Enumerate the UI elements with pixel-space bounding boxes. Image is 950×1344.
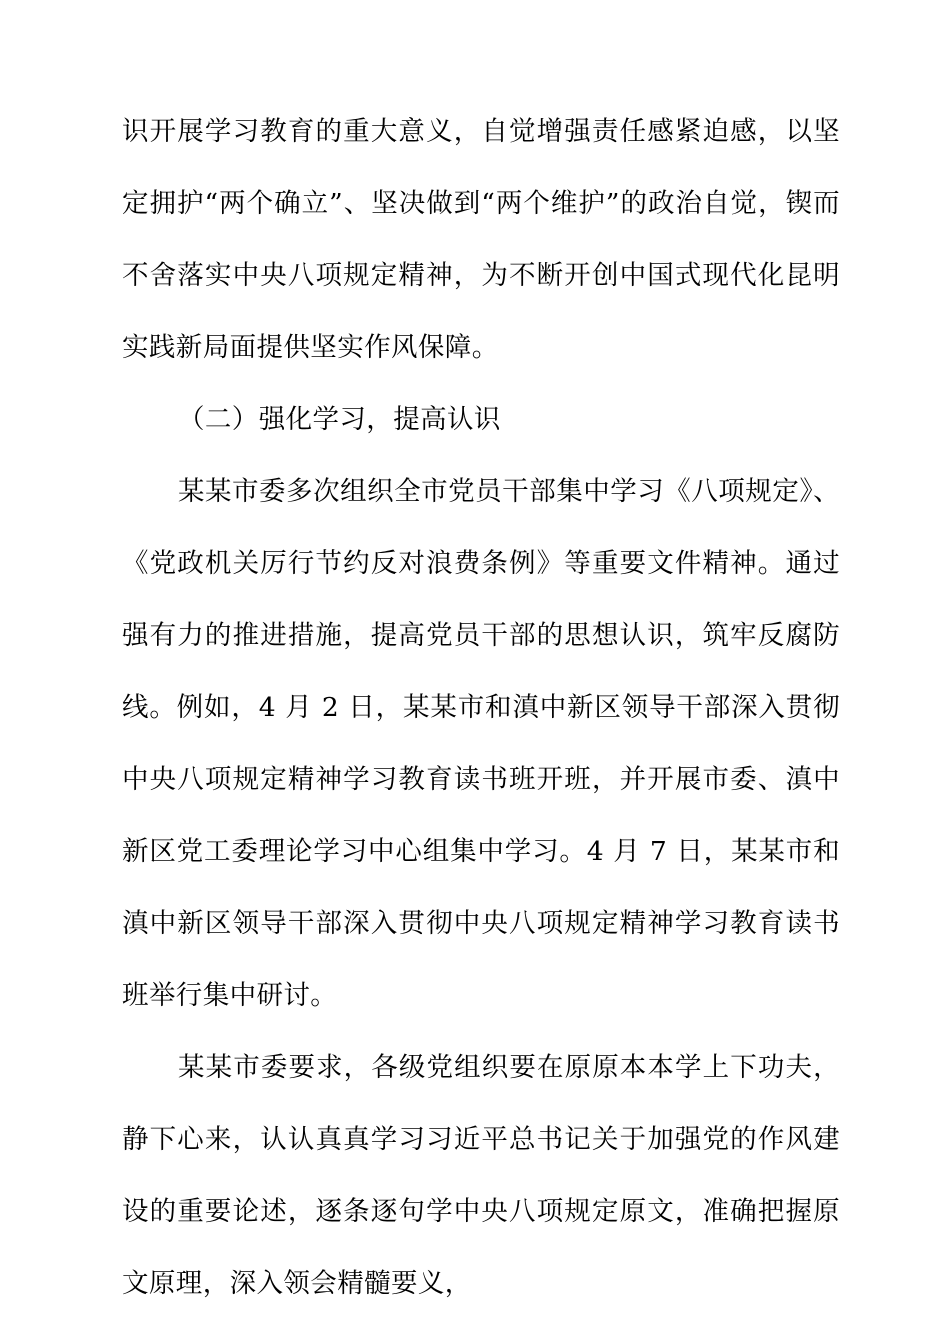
- paragraph-heading-two: （二）强化学习，提高认识: [178, 404, 501, 435]
- paragraph-requirements: 某某市委要求，各级党组织要在原原本本学上下功夫，静下心来，认认真真学习习近平总书记关于加强党的作风建设的重要论述，逐条逐句学中央八项规定原文，准确把握原文原理，深入领会精髓要义，: [122, 1052, 840, 1299]
- document-body: [122, 96, 840, 1320]
- paragraph-continued-opening: 识开展学习教育的重大意义，自觉增强责任感紧迫感，以坚定拥护“两个确立”、坚决做到“两个维护”的政治自觉，锲而不舍落实中央八项规定精神，为不断开创中国式现代化昆明实践新局面提供坚实作风保障。: [122, 116, 840, 363]
- paragraph-study-sessions: 某某市委多次组织全市党员干部集中学习《八项规定》、《党政机关厉行节约反对浪费条例》等重要文件精神。通过强有力的推进措施，提高党员干部的思想认识，筑牢反腐防线。例如，4 月 2 日，某某市和滇中新区领导干部深入贯彻中央八项规定精神学习教育读书班开班，并开展市委、滇中新区党工委理论学习中心组集中学习。4 月 7 日，某某市和滇中新区领导干部深入贯彻中央八项规定精神学习教育读书班举行集中研讨。: [122, 476, 840, 1011]
